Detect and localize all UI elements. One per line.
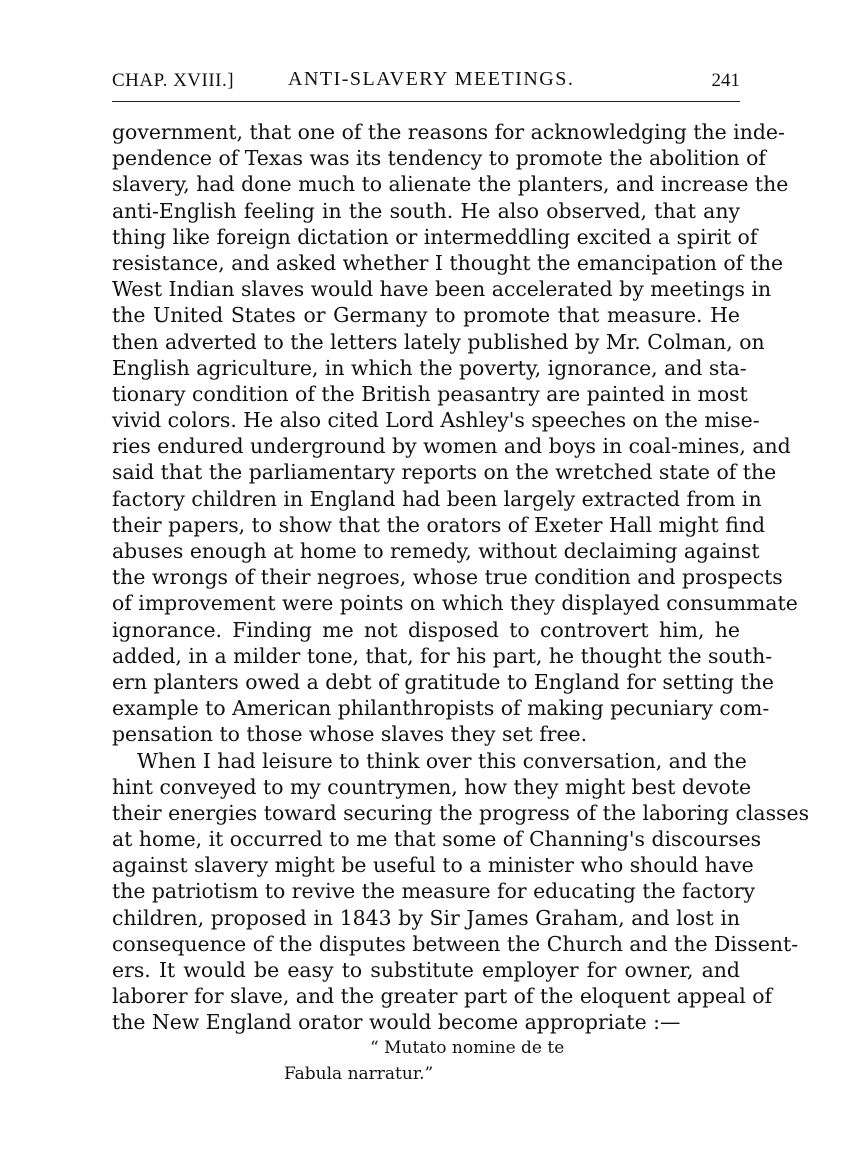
page-header bbox=[112, 66, 740, 96]
text-line: the New England orator would become appropriate :— bbox=[112, 1010, 681, 1035]
text-line: pensation to those whose slaves they set free. bbox=[112, 722, 588, 747]
text-line: against slavery might be useful to a minister who should have bbox=[112, 853, 754, 878]
text-line: anti-English feeling in the south. He also observed, that any bbox=[112, 198, 740, 223]
page-number: 241 bbox=[711, 70, 740, 91]
text-line: ern planters owed a debt of gratitude to England for setting the bbox=[112, 669, 774, 694]
text-line: laborer for slave, and the greater part of the eloquent appeal of bbox=[112, 984, 773, 1009]
text-line: said that the parliamentary reports on the wretched state of the bbox=[112, 460, 777, 485]
text-line: at home, it occurred to me that some of Channing's discourses bbox=[112, 827, 762, 852]
text-line: of improvement were points on which they displayed consummate bbox=[112, 591, 798, 616]
text-line: resistance, and asked whether I thought the emancipation of the bbox=[112, 250, 784, 275]
text-line: example to American philanthropists of making pecuniary com- bbox=[112, 696, 770, 721]
text-line: the wrongs of their negroes, whose true condition and prospects bbox=[112, 565, 783, 590]
text-line: When I had leisure to think over this conversation, and the bbox=[137, 748, 747, 773]
text-line: vivid colors. He also cited Lord Ashley's speeches on the mise- bbox=[112, 408, 760, 433]
text-line: their energies toward securing the progress of the laboring classes bbox=[112, 800, 810, 825]
text-line: ries endured underground by women and boys in coal-mines, and bbox=[112, 434, 791, 459]
text-line: hint conveyed to my countrymen, how they might best devote bbox=[112, 774, 752, 799]
text-line: consequence of the disputes between the Church and the Dissent- bbox=[112, 931, 799, 956]
quotation-line: Fabula narratur.” bbox=[284, 1064, 434, 1084]
text-line: ignorance. Finding me not disposed to controvert him, he bbox=[112, 617, 740, 642]
running-title: ANTI-SLAVERY MEETINGS. bbox=[288, 68, 575, 90]
chapter-label: CHAP. XVIII.] bbox=[112, 70, 235, 91]
text-line: factory children in England had been largely extracted from in bbox=[112, 486, 762, 511]
text-line: children, proposed in 1843 by Sir James Graham, and lost in bbox=[112, 905, 740, 930]
text-line: thing like foreign dictation or intermeddling excited a spirit of bbox=[112, 224, 758, 249]
body-text bbox=[112, 119, 810, 1036]
text-line: the patriotism to revive the measure for educating the factory bbox=[112, 879, 756, 904]
text-line: government, that one of the reasons for acknowledging the inde- bbox=[112, 120, 785, 144]
text-line: tionary condition of the British peasantry are painted in most bbox=[112, 381, 748, 406]
text-line: then adverted to the letters lately published by Mr. Colman, on bbox=[112, 329, 765, 354]
text-line: pendence of Texas was its tendency to promote the abolition of bbox=[112, 146, 766, 171]
header-rule bbox=[112, 101, 740, 102]
text-line: ers. It would be easy to substitute employer for owner, and bbox=[112, 958, 740, 982]
text-line: their papers, to show that the orators of Exeter Hall might find bbox=[112, 512, 765, 537]
text-line: added, in a milder tone, that, for his part, he thought the south- bbox=[112, 643, 773, 668]
quotation-line: “ Mutato nomine de te bbox=[370, 1038, 565, 1058]
text-line: English agriculture, in which the poverty, ignorance, and sta- bbox=[112, 355, 747, 380]
text-line: slavery, had done much to alienate the planters, and increase the bbox=[112, 172, 789, 197]
text-line: the United States or Germany to promote that measure. He bbox=[112, 303, 740, 328]
text-line: West Indian slaves would have been accelerated by meetings in bbox=[112, 277, 772, 302]
text-line: abuses enough at home to remedy, without declaiming against bbox=[112, 539, 760, 563]
